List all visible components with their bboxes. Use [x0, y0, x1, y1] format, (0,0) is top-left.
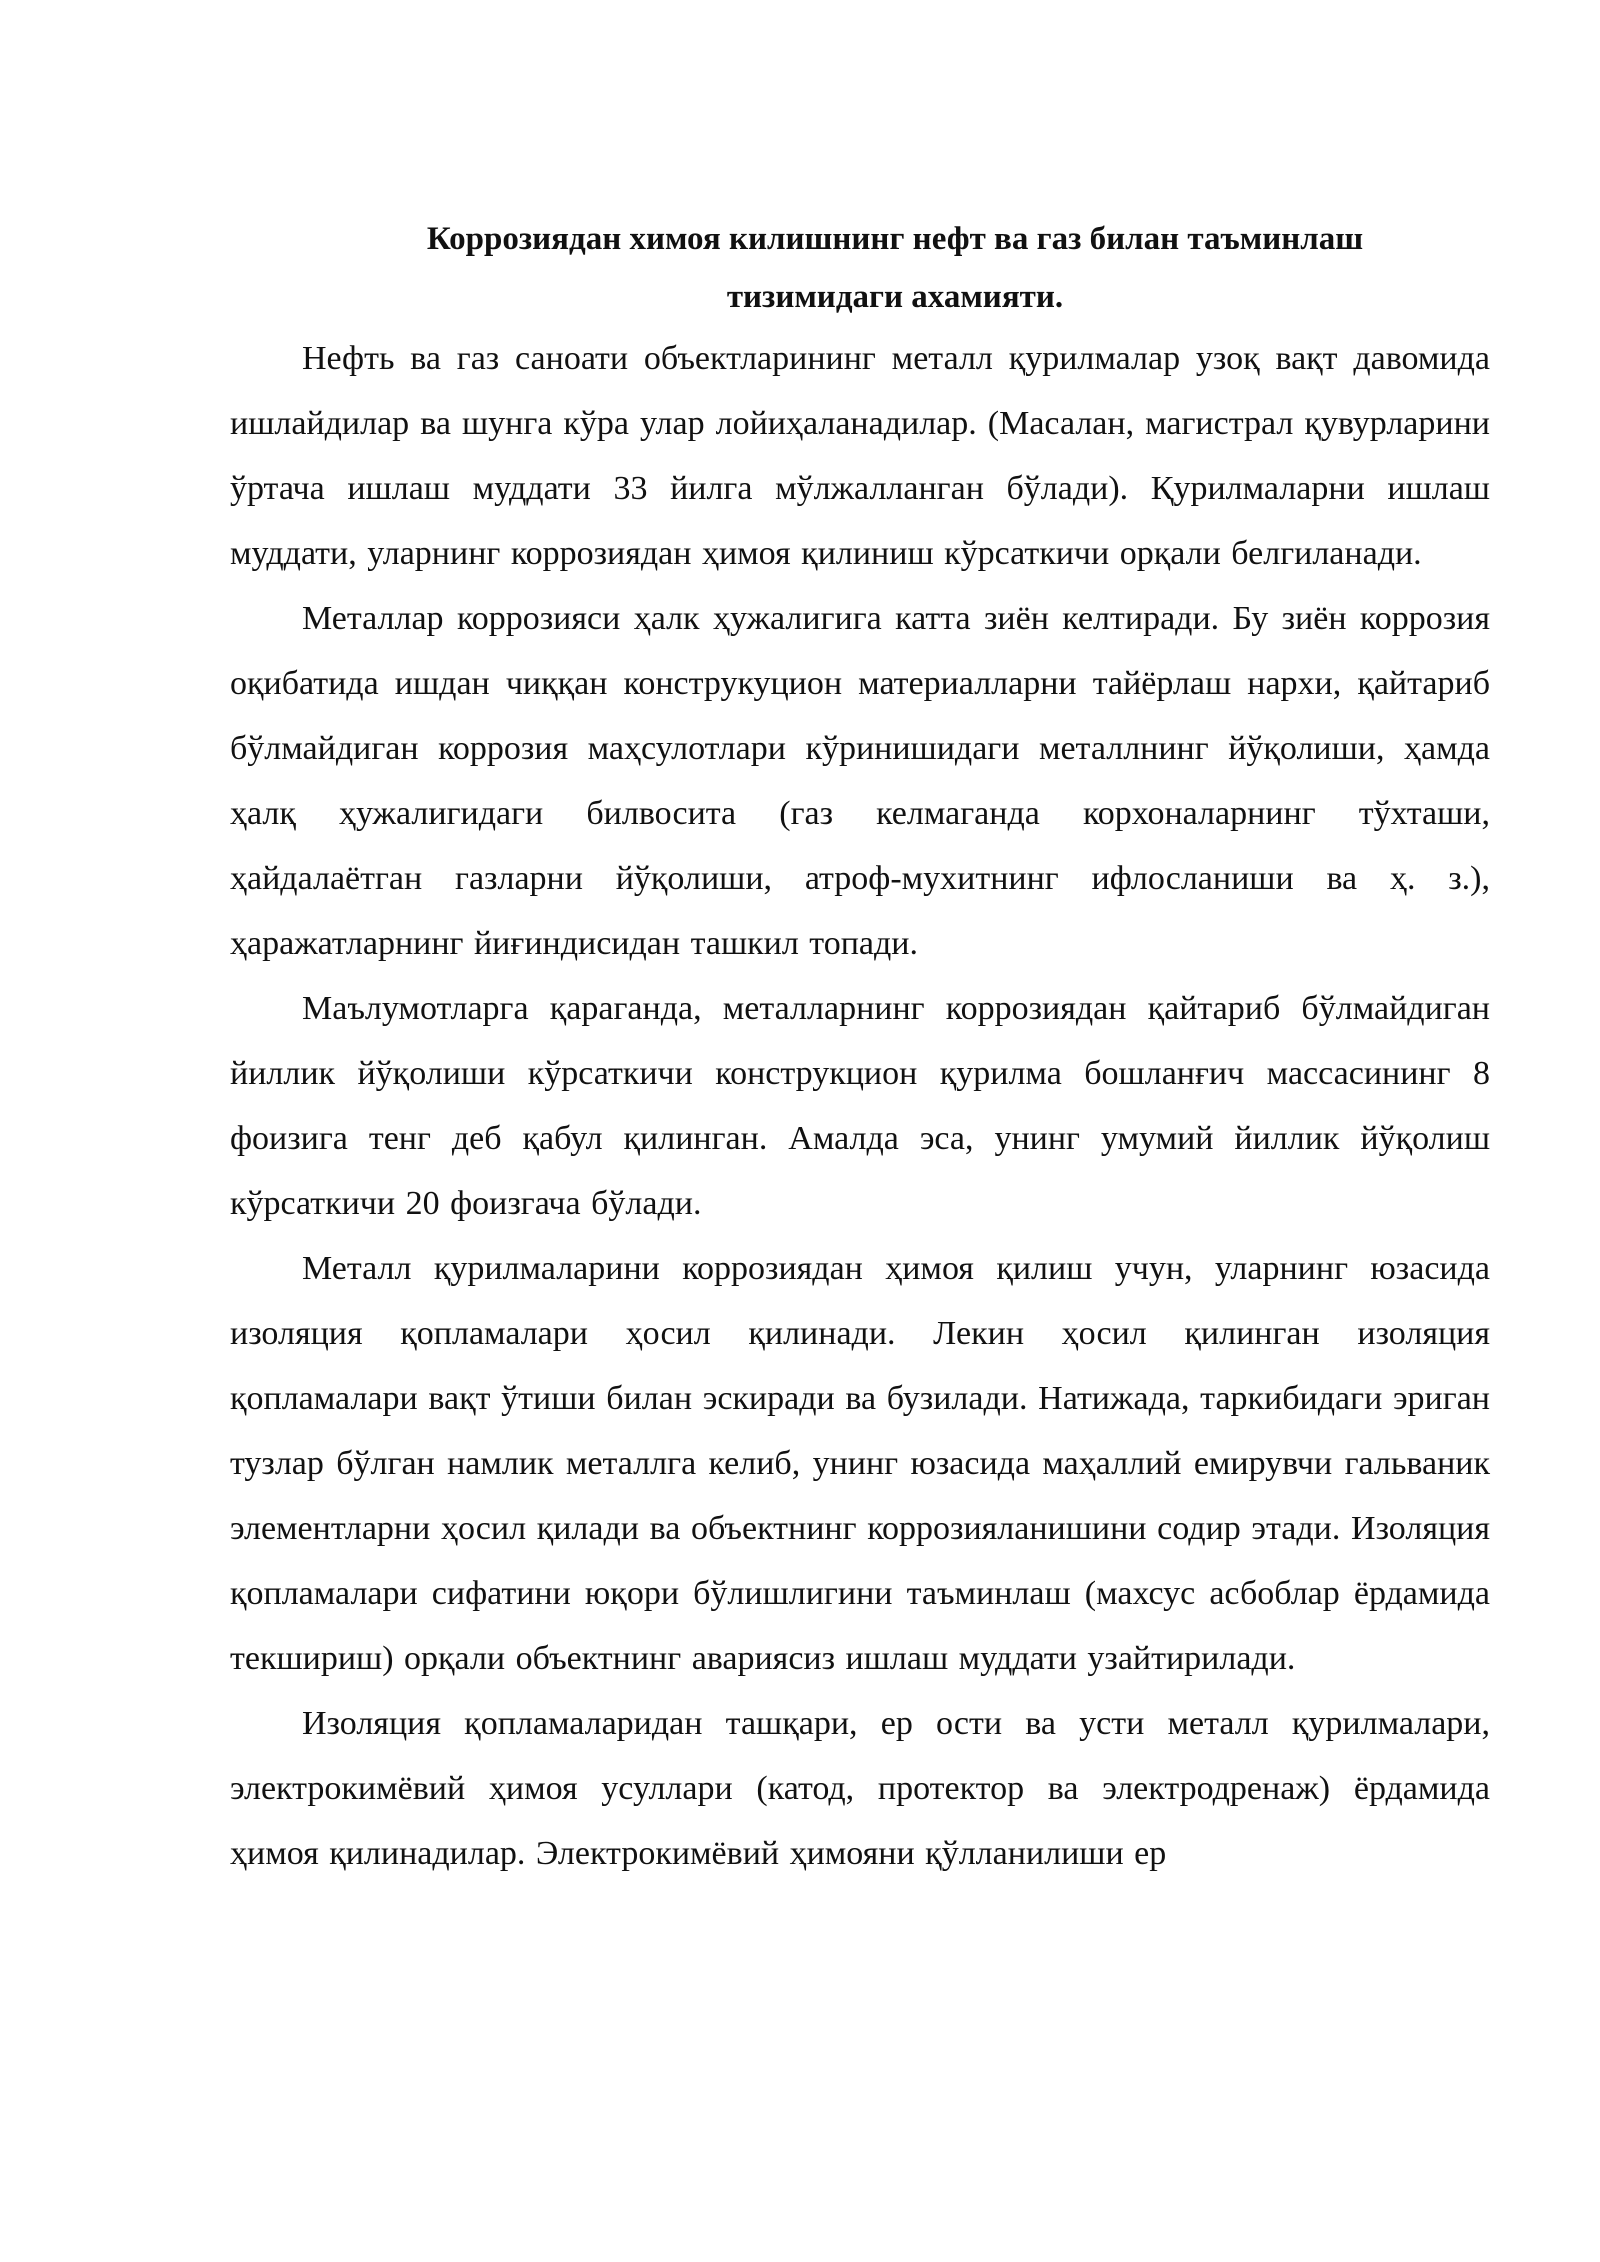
- document-title: [230, 210, 1490, 326]
- paragraph-oil-gas-objects: Нефть ва газ саноати объектларининг металл қурилмалар узоқ вақт давомида ишлайдилар ва шунга кўра улар лойиҳаланадилар. (Масалан, магистрал қувурларини ўртача ишлаш муддати 33 йилга мўлжалланган бўлади). Қурилмаларни ишлаш муддати, уларнинг коррозиядан ҳимоя қилиниш кўрсаткичи орқали белгиланади.: [230, 340, 1490, 572]
- document-title-line-2: тизимидаги ахамияти.: [726, 279, 1064, 315]
- document-title-line-1: Коррозиядан химоя килишнинг нефт ва газ билан таъминлаш: [426, 221, 1364, 257]
- document-body: [230, 210, 1490, 1886]
- paragraph-electrochemical-protection: Изоляция қопламаларидан ташқари, ер ости ва усти металл қурилмалари, электрокимёвий ҳимоя усуллари (катод, протектор ва электродренаж) ёрдамида ҳимоя қилинадилар. Электрокимёвий ҳимояни қўлланилиши ер: [230, 1705, 1490, 1872]
- paragraph-insulation-coatings: Металл қурилмаларини коррозиядан ҳимоя қилиш учун, уларнинг юзасида изоляция қопламалари ҳосил қилинади. Лекин ҳосил қилинган изоляция қопламалари вақт ўтиши билан эскиради ва бузилади. Натижада, таркибидаги эриган тузлар бўлган намлик металлга келиб, унинг юзасида маҳаллий емирувчи гальваник элементларни ҳосил қилади ва объектнинг коррозияланишини содир этади. Изоляция қопламалари сифатини юқори бўлишлигини таъминлаш (махсус асбоблар ёрдамида текшириш) орқали объектнинг авариясиз ишлаш муддати узайтирилади.: [230, 1250, 1490, 1677]
- paragraph-annual-loss: Маълумотларга қараганда, металларнинг коррозиядан қайтариб бўлмайдиган йиллик йўқолиши кўрсаткичи конструкцион қурилма бошланғич массасининг 8 фоизига тенг деб қабул қилинган. Амалда эса, унинг умумий йиллик йўқолиш кўрсаткичи 20 фоизгача бўлади.: [230, 990, 1490, 1222]
- paragraph-corrosion-damage: Металлар коррозияси ҳалк ҳужалигига катта зиён келтиради. Бу зиён коррозия оқибатида ишдан чиққан конструкуцион материалларни тайёрлаш нархи, қайтариб бўлмайдиган коррозия маҳсулотлари кўринишидаги металлнинг йўқолиши, ҳамда ҳалқ ҳужалигидаги билвосита (газ келмаганда корхоналарнинг тўхташи, ҳайдалаётган газларни йўқолиши, атроф-мухитнинг ифлосланиши ва ҳ. з.), ҳаражатларнинг йиғиндисидан ташкил топади.: [230, 600, 1490, 962]
